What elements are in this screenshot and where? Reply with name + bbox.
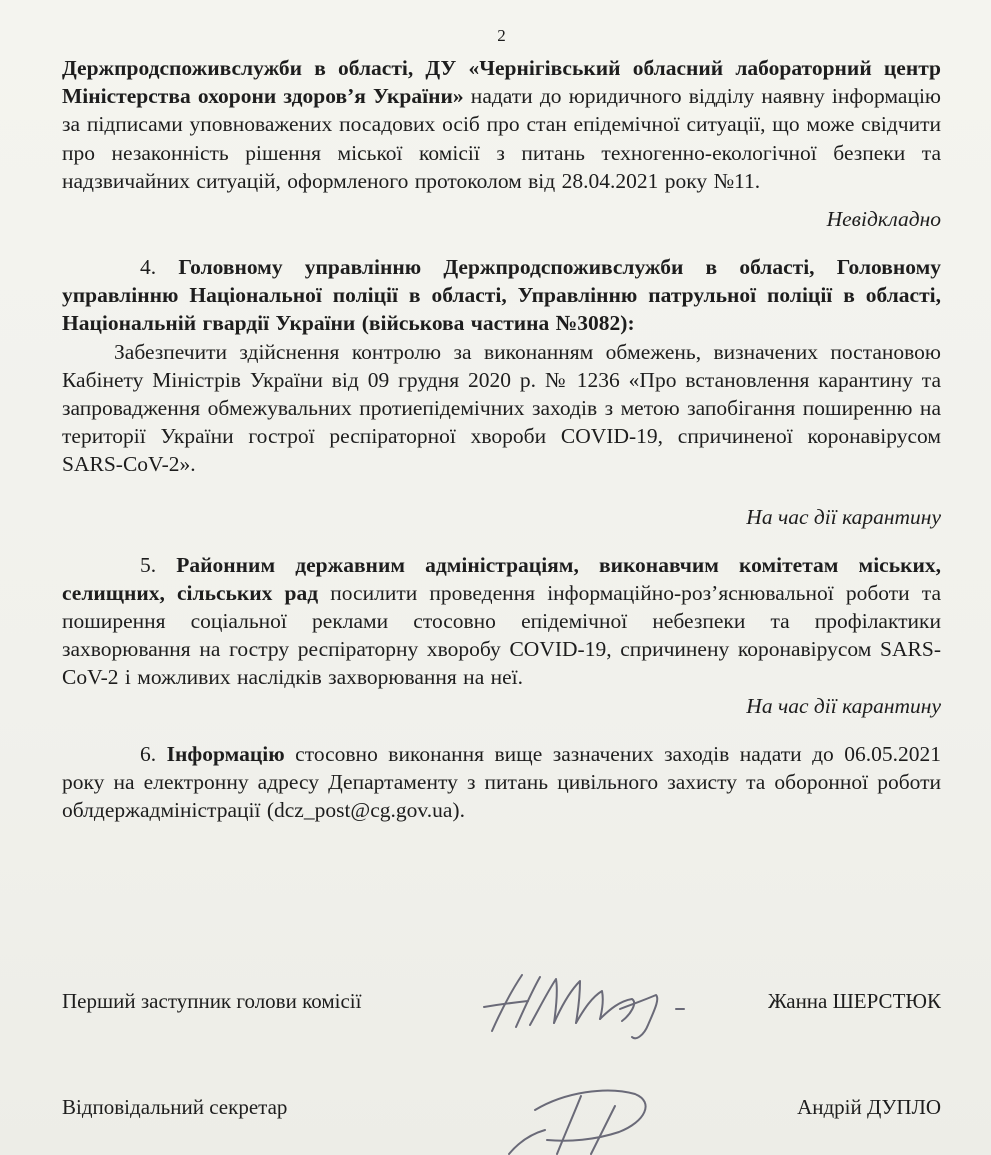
deadline-quarantine-2: На час дії карантину: [746, 693, 941, 718]
signatory-name-second: Андрій ДУПЛО: [797, 1095, 941, 1119]
item-5-bold-text: Районним державним адміністраціям, виконавчим комітетам міських, селищних, сільських рад: [62, 552, 941, 605]
item-6-number: 6.: [140, 741, 167, 766]
signatory-role-first: Перший заступник голови комісії: [62, 989, 362, 1013]
item-4-number: 4.: [140, 255, 179, 280]
deadline-immediate: Невідкладно: [826, 207, 941, 232]
intro-text: надати до юридичного відділу наявну інформацію за підписами уповноважених посадових осіб про стан епідемічної ситуації, що може свідчити про незаконність рішення міської комісії з питань техногенно-екологічної безпеки та надзвичайних ситуацій, оформленого протоколом від 28.04.2021 року №11.: [62, 84, 941, 193]
intro-paragraph: [62, 54, 941, 195]
item-6-text: стосовно виконання вище зазначених заходів надати до 06.05.2021 року на електронну адресу Департаменту з питань цивільного захисту та оборонної роботи облдержадміністрації (dcz_post@cg.gov.ua).: [62, 741, 942, 823]
item-5-paragraph: [62, 551, 941, 692]
item-6-bold-text: Інформацію: [166, 741, 285, 766]
intro-bold-text: Держпродспоживслужби в області, ДУ «Чернігівський обласний лабораторний центр Міністерства охорони здоров’я України»: [62, 56, 941, 109]
handwritten-signature-first: [470, 965, 710, 1045]
item-4-paragraph: Забезпечити здійснення контролю за виконанням обмежень, визначених постановою Кабінету Міністрів України від 09 грудня 2020 р. № 1236 «Про встановлення карантину та запровадження обмежувальних протиепідемічних заходів з метою запобігання поширенню на території України гострої респіраторної хвороби COVID-19, спричиненої коронавірусом SARS-CoV-2».: [62, 339, 941, 477]
page-number: 2: [497, 26, 506, 45]
signatory-role-second: Відповідальний секретар: [62, 1095, 288, 1119]
item-6-paragraph: [62, 740, 941, 825]
handwritten-signature-second: [495, 1070, 695, 1155]
item-5-number: 5.: [140, 552, 177, 577]
deadline-quarantine-1: На час дії карантину: [746, 504, 941, 529]
item-4-bold-text: Головному управлінню Держпродспоживслужби в області, Головному управлінню Національної поліції в області, Управлінню патрульної поліції в області, Національній гвардії України (військова частина №3082):: [62, 255, 942, 336]
item-4-heading: [62, 253, 941, 338]
signatory-name-first: Жанна ШЕРСТЮК: [767, 989, 941, 1013]
item-5-text: посилити проведення інформаційно-роз’яснювальної роботи та поширення соціальної реклами стосовно епідемічної небезпеки та профілактики захворювання на гостру респіраторну хворобу COVID-19, спричинену коронавірусом SARS-CoV-2 і можливих наслідків захворювання на неї.: [62, 580, 941, 690]
